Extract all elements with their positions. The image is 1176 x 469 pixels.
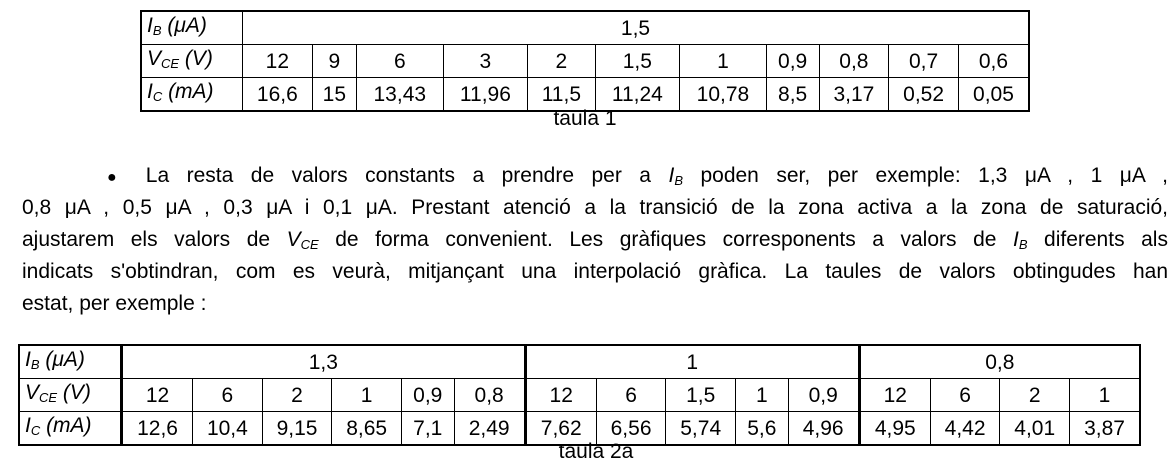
paragraph-text-3a: ajustarem els valors de bbox=[22, 228, 287, 251]
ic-cell: 5,6 bbox=[736, 412, 789, 446]
body-paragraph bbox=[22, 160, 1168, 320]
ic-cell: 9,15 bbox=[262, 412, 332, 446]
vce-unit-2: (V) bbox=[57, 381, 91, 404]
ic-unit-2: (mA) bbox=[40, 414, 92, 437]
ic-subscript-2: C bbox=[30, 423, 41, 438]
ic-cell: 7,62 bbox=[525, 412, 596, 446]
ic-cell: 4,96 bbox=[788, 412, 859, 446]
table-2a-ib-row bbox=[19, 345, 1140, 379]
paragraph-line-4: indicats s'obtindran, com es veurà, mitjançant una interpolació gràfica. La taules de valors obtingudes han bbox=[22, 260, 1168, 283]
paragraph-text-3b: de forma convenient. Les gràfiques corresponents a valors de bbox=[335, 228, 1013, 251]
ic-cell: 11,96 bbox=[443, 78, 527, 112]
ic-cell: 11,24 bbox=[595, 78, 679, 112]
vce-cell: 1 bbox=[680, 45, 767, 78]
vce-cell: 0,6 bbox=[958, 45, 1029, 78]
paragraph-text-1b: poden ser, per exemple: 1,3 μA , 1 μA , bbox=[700, 164, 1168, 187]
ib-subscript: B bbox=[152, 23, 162, 38]
ic-cell: 11,5 bbox=[528, 78, 595, 112]
vce-cell: 1 bbox=[332, 379, 402, 412]
ib-header bbox=[141, 11, 243, 45]
paragraph-text-1a: La resta de valors constants a prendre per a bbox=[145, 164, 669, 187]
bullet-icon: ● bbox=[107, 169, 129, 186]
vce-cell: 6 bbox=[356, 45, 443, 78]
vce-cell: 1 bbox=[736, 379, 789, 412]
table-2a bbox=[18, 344, 1141, 446]
table-1 bbox=[140, 10, 1030, 112]
ic-cell: 4,95 bbox=[859, 412, 930, 446]
vce-cell: 1,5 bbox=[595, 45, 679, 78]
table-1-caption: taula 1 bbox=[553, 107, 617, 130]
ic-cell: 8,5 bbox=[766, 78, 819, 112]
ic-header-2 bbox=[19, 412, 122, 446]
vce-cell: 2 bbox=[528, 45, 595, 78]
ib-header-2 bbox=[19, 345, 122, 379]
vce-cell: 0,7 bbox=[889, 45, 959, 78]
ib-symbol-inline-2: $I_B$ bbox=[1012, 228, 1028, 252]
ic-cell: 8,65 bbox=[332, 412, 402, 446]
ic-cell: 2,49 bbox=[454, 412, 525, 446]
vce-cell: 12 bbox=[122, 379, 193, 412]
paragraph-line-5: estat, per exemple : bbox=[22, 292, 207, 315]
vce-symbol-inline: $V_{CE}$ bbox=[286, 228, 319, 252]
paragraph-text-3c: diferents als bbox=[1044, 228, 1168, 251]
vce-subscript: CE bbox=[161, 56, 180, 71]
ic-cell: 6,56 bbox=[596, 412, 666, 446]
ic-cell: 15 bbox=[312, 78, 356, 112]
vce-cell: 0,8 bbox=[819, 45, 889, 78]
vce-subscript-2: CE bbox=[39, 390, 58, 405]
table-2a-caption: taula 2a bbox=[558, 440, 634, 463]
ic-cell: 12,6 bbox=[122, 412, 193, 446]
table-2a-vce-row bbox=[19, 379, 1140, 412]
table-1-ib-row bbox=[141, 11, 1029, 45]
paragraph-line-1 bbox=[22, 160, 1168, 192]
paragraph-line-2: 0,8 μA , 0,5 μA , 0,3 μA i 0,1 μA. Prestant atenció a la transició de la zona activa a la zona de saturació, bbox=[22, 196, 1168, 219]
ic-cell: 0,52 bbox=[889, 78, 959, 112]
ib-unit: (μA) bbox=[161, 14, 207, 37]
vce-symbol-2: V bbox=[25, 381, 40, 404]
ic-cell: 16,6 bbox=[243, 78, 313, 112]
ic-cell: 4,42 bbox=[930, 412, 1000, 446]
ic-symbol: I bbox=[147, 80, 153, 103]
vce-symbol: V bbox=[147, 47, 162, 70]
vce-cell: 0,9 bbox=[788, 379, 859, 412]
table-1-ic-row bbox=[141, 78, 1029, 112]
ic-unit: (mA) bbox=[162, 80, 214, 103]
vce-header-2 bbox=[19, 379, 122, 412]
ic-cell: 4,01 bbox=[1000, 412, 1070, 446]
ic-header bbox=[141, 78, 243, 112]
vce-unit: (V) bbox=[179, 47, 213, 70]
ic-cell: 10,78 bbox=[680, 78, 767, 112]
ib-group-value: 0,8 bbox=[859, 345, 1140, 379]
vce-cell: 0,8 bbox=[454, 379, 525, 412]
ic-cell: 3,87 bbox=[1070, 412, 1140, 446]
vce-cell: 2 bbox=[262, 379, 332, 412]
ic-cell: 3,17 bbox=[819, 78, 889, 112]
vce-cell: 6 bbox=[930, 379, 1000, 412]
vce-cell: 6 bbox=[193, 379, 263, 412]
ic-cell: 0,05 bbox=[958, 78, 1029, 112]
ic-cell: 5,74 bbox=[666, 412, 736, 446]
vce-cell: 1,5 bbox=[666, 379, 736, 412]
vce-cell: 3 bbox=[443, 45, 527, 78]
table-1-vce-row bbox=[141, 45, 1029, 78]
ib-group-value: 1,3 bbox=[122, 345, 526, 379]
ib-value: 1,5 bbox=[243, 11, 1030, 45]
ib-group-value: 1 bbox=[525, 345, 859, 379]
vce-cell: 12 bbox=[243, 45, 313, 78]
ic-subscript: C bbox=[152, 89, 163, 104]
ib-symbol-2: I bbox=[25, 348, 31, 371]
vce-cell: 12 bbox=[859, 379, 930, 412]
ib-subscript-2: B bbox=[30, 357, 40, 372]
vce-cell: 12 bbox=[525, 379, 596, 412]
paragraph-line-3 bbox=[22, 224, 1168, 256]
ic-cell: 10,4 bbox=[193, 412, 263, 446]
vce-cell: 0,9 bbox=[401, 379, 454, 412]
vce-cell: 2 bbox=[1000, 379, 1070, 412]
ic-cell: 7,1 bbox=[401, 412, 454, 446]
vce-cell: 1 bbox=[1070, 379, 1140, 412]
ic-cell: 13,43 bbox=[356, 78, 443, 112]
vce-cell: 9 bbox=[312, 45, 356, 78]
ic-symbol-2: I bbox=[25, 414, 31, 437]
ib-symbol-inline: $I_B$ bbox=[668, 164, 683, 188]
vce-cell: 0,9 bbox=[766, 45, 819, 78]
ib-unit-2: (μA) bbox=[39, 348, 85, 371]
ib-symbol: I bbox=[147, 14, 153, 37]
vce-header bbox=[141, 45, 243, 78]
vce-cell: 6 bbox=[596, 379, 666, 412]
